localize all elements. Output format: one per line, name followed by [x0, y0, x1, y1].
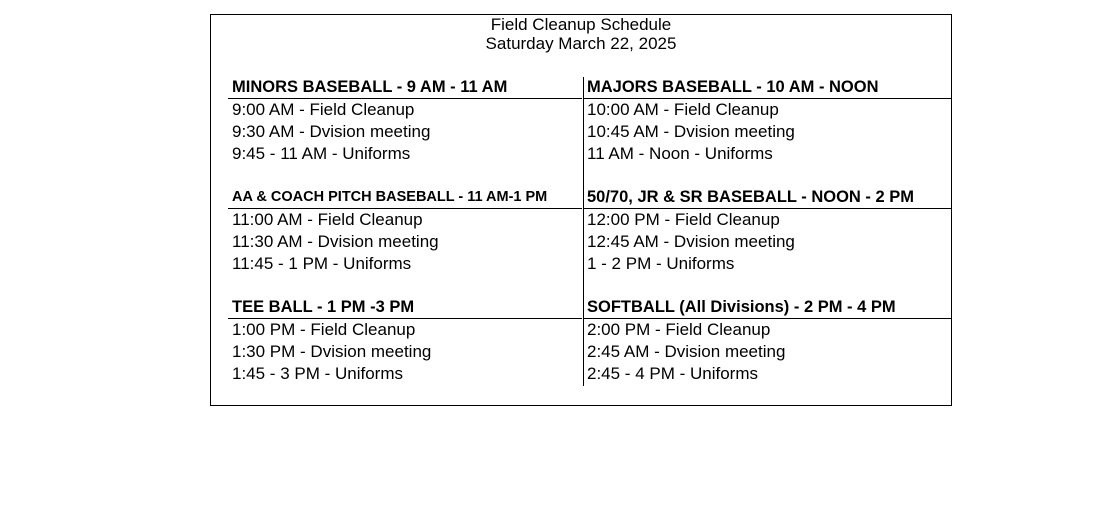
schedule-line: 11:30 AM - Dvision meeting [232, 232, 439, 251]
section-tee-ball [228, 297, 582, 385]
section-majors-baseball [584, 77, 952, 165]
section-header: TEE BALL - 1 PM -3 PM [228, 297, 582, 319]
schedule-line: 11:45 - 1 PM - Uniforms [232, 254, 412, 273]
schedule-line: 2:45 AM - Dvision meeting [587, 342, 786, 361]
schedule-line: 9:30 AM - Dvision meeting [232, 122, 431, 141]
schedule-line: 1:00 PM - Field Cleanup [232, 320, 416, 339]
schedule-line: 11:00 AM - Field Cleanup [232, 210, 423, 229]
schedule-line: 1:45 - 3 PM - Uniforms [232, 364, 403, 383]
schedule-line: 10:45 AM - Dvision meeting [587, 122, 795, 141]
section-aa-coach-pitch [228, 187, 582, 275]
schedule-line: 11 AM - Noon - Uniforms [587, 144, 773, 163]
section-header: AA & COACH PITCH BASEBALL - 11 AM-1 PM [228, 187, 582, 209]
section-header: SOFTBALL (All Divisions) - 2 PM - 4 PM [584, 297, 952, 319]
schedule-line: 9:45 - 11 AM - Uniforms [232, 144, 411, 163]
section-softball [584, 297, 952, 385]
section-header: 50/70, JR & SR BASEBALL - NOON - 2 PM [584, 187, 952, 209]
schedule-date: Saturday March 22, 2025 [485, 34, 677, 53]
schedule-line: 2:45 - 4 PM - Uniforms [587, 364, 758, 383]
section-minors-baseball [228, 77, 582, 165]
schedule-line: 9:00 AM - Field Cleanup [232, 100, 415, 119]
schedule-line: 12:45 AM - Dvision meeting [587, 232, 795, 251]
schedule-box [210, 14, 952, 406]
section-header: MAJORS BASEBALL - 10 AM - NOON [584, 77, 952, 99]
schedule-line: 1 - 2 PM - Uniforms [587, 254, 735, 273]
schedule-line: 2:00 PM - Field Cleanup [587, 320, 771, 339]
page-title: Field Cleanup Schedule [490, 15, 672, 34]
schedule-line: 1:30 PM - Dvision meeting [232, 342, 432, 361]
section-header: MINORS BASEBALL - 9 AM - 11 AM [228, 77, 582, 99]
schedule-line: 10:00 AM - Field Cleanup [587, 100, 779, 119]
schedule-line: 12:00 PM - Field Cleanup [587, 210, 780, 229]
section-50-70-jr-sr [584, 187, 952, 275]
